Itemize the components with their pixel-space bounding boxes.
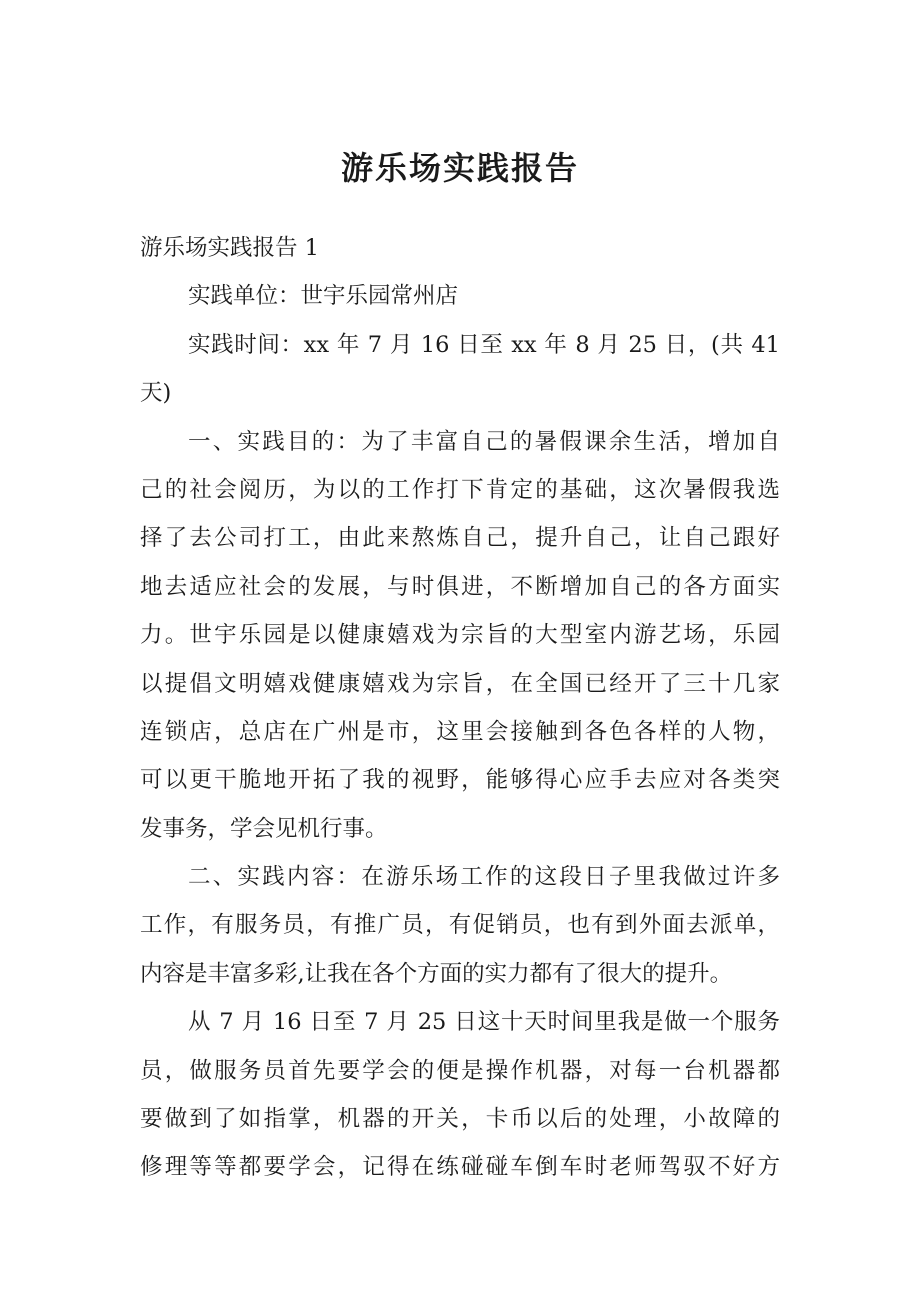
paragraph-line: 员，做服务员首先要学会的便是操作机器，对每一台机器都 (140, 1057, 780, 1084)
document-body (140, 224, 780, 1192)
section-heading: 游乐场实践报告 1 (140, 235, 319, 261)
paragraph-line: 要做到了如指掌，机器的开关，卡币以后的处理，小故障的 (140, 1106, 780, 1133)
paragraph-line: 从 7 月 16 日至 7 月 25 日这十天时间里我是做一个服务 (188, 1009, 780, 1036)
paragraph-line: 发事务，学会见机行事。 (140, 815, 388, 842)
paragraph-line: 内容是丰富多彩,让我在各个方面的实力都有了很大的提升。 (140, 960, 733, 987)
paragraph-line: 连锁店，总店在广州是市，这里会接触到各色各样的人物， (140, 718, 780, 745)
paragraph-line: 以提倡文明嬉戏健康嬉戏为宗旨，在全国已经开了三十几家 (140, 670, 780, 697)
paragraph-line: 修理等等都要学会，记得在练碰碰车倒车时老师驾驭不好方 (140, 1154, 780, 1181)
paragraph-line: 实践时间：xx 年 7 月 16 日至 xx 年 8 月 25 日，(共 41 (188, 331, 780, 358)
paragraph-line: 力。世宇乐园是以健康嬉戏为宗旨的大型室内游艺场，乐园 (140, 622, 780, 649)
paragraph-line: 天) (140, 380, 172, 407)
paragraph-line: 择了去公司打工，由此来熬炼自己，提升自己，让自己跟好 (140, 525, 780, 552)
paragraph-line: 可以更干脆地开拓了我的视野，能够得心应手去应对各类突 (140, 767, 780, 794)
paragraph-line: 工作，有服务员，有推广员，有促销员，也有到外面去派单， (140, 912, 780, 939)
document-title: 游乐场实践报告 (340, 149, 579, 187)
paragraph-line: 实践单位：世宇乐园常州店 (188, 283, 459, 310)
paragraph-line: 一、实践目的：为了丰富自己的暑假课余生活，增加自 (188, 428, 780, 455)
paragraph-line: 己的社会阅历，为以的工作打下肯定的基础，这次暑假我选 (140, 476, 780, 503)
paragraph-line: 二、实践内容：在游乐场工作的这段日子里我做过许多 (188, 864, 780, 891)
paragraph-line: 地去适应社会的发展，与时俱进，不断增加自己的各方面实 (140, 573, 780, 600)
